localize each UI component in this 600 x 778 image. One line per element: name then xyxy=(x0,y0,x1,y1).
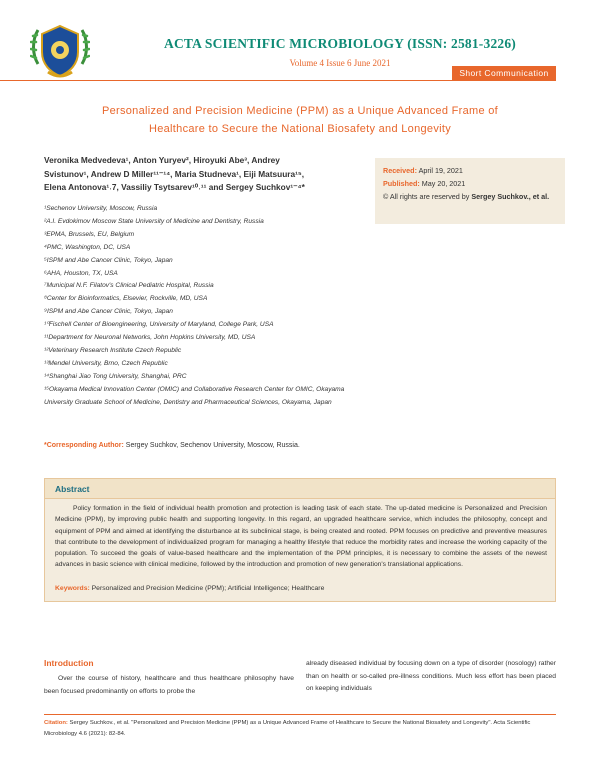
introduction-heading: Introduction xyxy=(44,658,94,668)
introduction-column-left: Over the course of history, healthcare and thus healthcare philosophy have been focused predominantly on efforts to probe the xyxy=(44,675,294,695)
affiliation: ²A.I. Evdokimov Moscow State University of Medicine and Dentistry, Russia xyxy=(44,217,264,225)
keywords-text: Personalized and Precision Medicine (PPM); Artificial Intelligence; Healthcare xyxy=(89,585,325,592)
title-line: Healthcare to Secure the National Biosafety and Longevity xyxy=(148,123,452,135)
affiliation: ¹³Mendel University, Brno, Czech Republic xyxy=(44,359,168,367)
article-type-badge: Short Communication xyxy=(452,66,556,80)
dates-box xyxy=(375,158,565,224)
citation-text: Sergey Suchkov., et al. "Personalized and Precision Medicine (PPM) as a Unique Advanced Frame of Healthcare to Secure the National Biosafety and Longevity". Acta Scientific Microbiology 4.6 (2021): 82-84. xyxy=(44,720,531,737)
abstract-box xyxy=(44,478,556,602)
affiliation: ⁶AHA, Houston, TX, USA xyxy=(44,269,118,277)
citation-label: Citation: xyxy=(44,720,68,726)
corresponding-author-label: *Corresponding Author: xyxy=(44,442,124,449)
affiliation: ⁵ISPM and Abe Cancer Clinic, Tokyo, Japan xyxy=(44,256,173,264)
published-value: May 20, 2021 xyxy=(419,179,466,188)
acta-scientific-logo-icon xyxy=(30,20,90,82)
affiliation: ⁴PMC, Washington, DC, USA xyxy=(44,243,131,251)
affiliation: ⁸Center for Bioinformatics, Elsevier, Rockville, MD, USA xyxy=(44,295,208,303)
footer-divider xyxy=(44,714,556,715)
affiliation: ⁹ISPM and Abe Cancer Clinic, Tokyo, Japan xyxy=(44,308,173,316)
page-header xyxy=(0,0,600,90)
abstract-header xyxy=(45,479,555,499)
affiliation-list xyxy=(44,203,354,410)
affiliation: ¹⁵Okayama Medical Innovation Center (OMIC) and Collaborative Research Center for OMIC, Okayama University Graduate School of Medicine, Dentistry and Pharmaceutical Sciences, Okayama, Japan xyxy=(44,385,345,406)
received-value: April 19, 2021 xyxy=(416,166,463,175)
author-line: Elena Antonova¹˒7, Vassiliy Tsytsarev¹⁰˒¹¹ and Sergey Suchkov¹⁻⁴* xyxy=(44,182,305,192)
received-label: Received: xyxy=(383,166,417,175)
published-label: Published: xyxy=(383,179,420,188)
affiliation: ¹²Veterinary Research Institute Czech Republic xyxy=(44,346,182,354)
keywords-line xyxy=(55,585,547,592)
author-line: Svistunov¹, Andrew D Miller¹¹⁻¹⁴, Maria Studneva¹, Eiji Matsuura¹⁵, xyxy=(44,168,305,179)
header-divider xyxy=(0,80,556,81)
received-date xyxy=(383,164,557,177)
corresponding-author-text: Sergey Suchkov, Sechenov University, Moscow, Russia. xyxy=(123,442,300,449)
affiliation: ¹Sechenov University, Moscow, Russia xyxy=(44,205,158,212)
title-line: Personalized and Precision Medicine (PPM) as a Unique Advanced Frame of xyxy=(101,105,499,117)
affiliation: ¹¹Department for Neuronal Networks, John Hopkins University, MD, USA xyxy=(44,334,256,342)
affiliation: ³EPMA, Brussels, EU, Belgium xyxy=(44,230,135,238)
paper-title xyxy=(80,102,520,138)
affiliation: ¹⁰Fischell Center of Bioengineering, University of Maryland, College Park, USA xyxy=(44,321,274,329)
affiliation: ⁷Municipal N.F. Filatov's Clinical Pediatric Hospital, Russia xyxy=(44,282,214,290)
copyright-author: Sergey Suchkov., et al. xyxy=(471,192,550,201)
citation xyxy=(44,718,556,740)
published-date xyxy=(383,177,557,190)
introduction-column-right: already diseased individual by focusing down on a type of disorder (nosology) rather than on health or so-called pre-illness conditions. Much less effort has been placed on keeping individuals xyxy=(306,660,556,692)
abstract-text: Policy formation in the field of individual health promotion and protection is leading task of each state. The up-dated medicine is Personalized and Precision Medicine (PPM), by improving public health and supporting longevity. In this regard, an upgraded healthcare service, which includes the philosophy, concept and equipment of PPM and aimed at identifying the disturbance at its subclinical stage, is being created and rooted. PPM focuses on predictive and preventive measures that contribute to the development of individualized program for managing a healthy lifestyle that reduce the morbidity rates and increase the working capacity of the population. To succeed the goals of value-based healthcare and the implementation of the PPM principles, it is necessary to combine the assets of the newest advances in basic science with clinical medicine, followed by the introduction and promotion of new generation's translational applications. xyxy=(55,505,547,569)
copyright-text: © All rights are reserved by xyxy=(383,192,472,201)
abstract-heading: Abstract xyxy=(55,484,90,494)
journal-title: ACTA SCIENTIFIC MICROBIOLOGY (ISSN: 2581-3226) xyxy=(164,36,516,51)
keywords-label: Keywords: xyxy=(55,585,90,592)
author-list xyxy=(44,154,364,195)
affiliation: ¹⁴Shanghai Jiao Tong University, Shanghai, PRC xyxy=(44,372,187,380)
author-line: Veronika Medvedeva¹, Anton Yuryev², Hiroyuki Abe³, Andrey xyxy=(44,155,280,165)
copyright-line xyxy=(383,190,557,203)
issue-line: Volume 4 Issue 6 June 2021 xyxy=(289,58,391,68)
corresponding-author xyxy=(44,442,364,449)
